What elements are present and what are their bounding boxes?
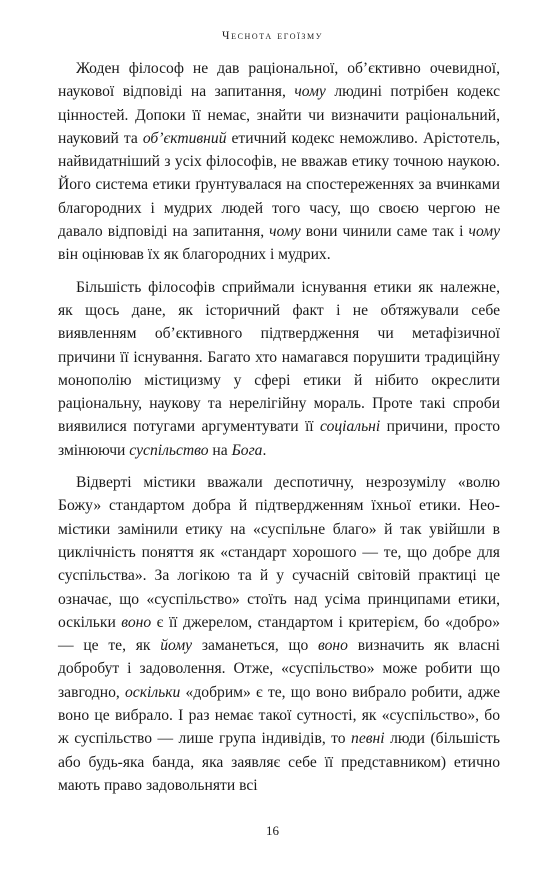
text-run: етичний кодекс неможливо. Арістотель, найвидатніший з усіх філософів, не вважав етику точною наукою. Його система етики ґрунтувалася на спостереженнях за вчинками благородних і мудрих людей того часу, що своєю чергою не давало відповіді на запитання,: [58, 129, 500, 241]
text-run: Відверті містики вважали деспотичну, незрозумілу «волю Божу» стандартом добра й підтвердженням їхньої етики. Неомістики замінили етику на «суспільне благо» й так увійшли в циклічність поняття як «стандарт хорошого — те, що добре для суспільства». За логікою та й у сучасній світовій практиці це означає, що «суспільство» стоїть над усіма принципами етики, оскільки: [58, 474, 500, 631]
page-number: 16: [266, 823, 279, 838]
italic-run: об’єктивний: [142, 129, 227, 147]
text-run: люди (більшість або будь-яка банда, яка заявляє себе її представником) етично мають право задовольняти всі: [58, 730, 500, 794]
italic-run: чому: [468, 223, 501, 241]
text-run: Більшість філософів сприймали існування етики як належне, як щось дане, як історичний факт і не обтяжували себе виявленням об’єктивного підтвердження чи метафізичної причини її існування. Багато хто намагався порушити традиційну монополію містицизму у сфері етики й нібито окреслити раціональну, наукову та нерелігійну мораль. Проте такі спроби виявилися потугами аргументувати її: [58, 278, 500, 436]
text-run: вони чинили саме так і: [300, 223, 469, 241]
text-run: «добрим» є те, що воно вибрало робити, адже воно це вибрало. І раз немає такої сутності, як «суспільство», бо ж суспільство — лише група індивідів, то: [58, 683, 501, 748]
italic-run: соціальні: [320, 418, 381, 436]
text-run: він оцінював їх як благородних і мудрих.: [58, 246, 331, 264]
italic-run: воно: [318, 637, 348, 655]
italic-run: оскільки: [125, 683, 181, 701]
text-run: є її джерелом, стандартом і критерієм, бо «добро» — це те, як: [58, 613, 500, 655]
paragraph: [58, 471, 500, 797]
italic-run: чому: [269, 223, 301, 241]
text-run: на: [208, 441, 232, 459]
body-text: [58, 57, 500, 797]
text-run: заманеться, що: [192, 637, 319, 655]
italic-run: Бога: [231, 441, 263, 459]
italic-run: воно: [121, 613, 152, 631]
text-run: причини, просто змінюючи: [58, 418, 500, 459]
text-run: людині потрібен кодекс цінностей. Допоки її немає, знайти чи визначити раціональний, науковий та: [58, 83, 500, 147]
italic-run: чому: [294, 83, 326, 101]
paragraph: [58, 276, 500, 462]
text-run: Жоден філософ не дав раціональної, об’єктивно очевидної, наукової відповіді на запитання,: [58, 60, 500, 101]
paragraph: [58, 57, 500, 267]
italic-run: йому: [160, 637, 193, 655]
running-head: Чеснота егоїзму: [222, 30, 323, 42]
text-run: .: [262, 441, 267, 459]
text-run: визначить як власні добробут і задоволення. Отже, «суспільство» може робити що завгодно,: [58, 637, 500, 701]
italic-run: певні: [351, 730, 385, 748]
italic-run: суспільство: [129, 441, 209, 459]
